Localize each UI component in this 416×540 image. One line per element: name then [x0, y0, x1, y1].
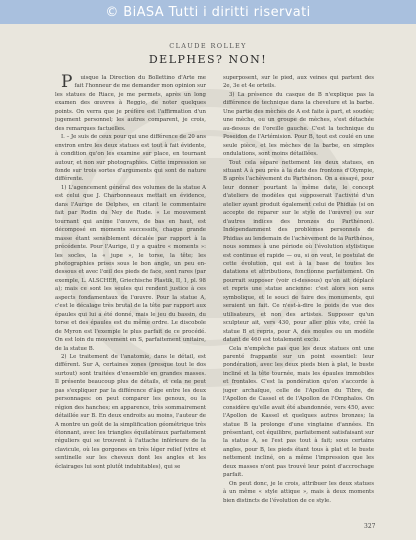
- text-column-right: [223, 74, 374, 524]
- paragraph: 2) Le traitement de l'anatomie, dans le détail, est différent. Sur A, certaines zones (presque tout le dos surtout) sont traitées d'ensemble en grandes masses. Il présente beaucoup plus de détails, et cela ne peut pas s'expliquer par la différence d'âge entre les deux personnages: on peut comparer les genoux, ou la région des hanches; en apparence, très sommairement détaillée sur B. En deux endroits au moins, l'auteur de A montre un goût de la simplification géométrique très étonnant, avec les triangles équilatéraux parfaitement réguliers qui se trouvent à l'attache inférieure de la clavicule, où les gorgones en très léger relief (vitre et sentinelle sur les cheveux dont les angles et les éclairages lui sont plutôt indubitables), qui se: [55, 353, 206, 470]
- paragraph: P uisque la Direction du Bollettino d'Arte me fait l'honneur de me demander mon opinion sur les statues de Riace, je me permets, après un long examen des œuvres à Reggio, de noter quelques points. On verra que je préfère est l'affirmation d'un jugement personnel; les autres comparent, je crois, des remarques factuelles.: [55, 74, 206, 132]
- paragraph: superposent, sur le pied, aux veines qui partent des 2e, 3e et 4e orteils.: [223, 75, 374, 90]
- paragraph: 1) L'agencement général des volumes de la statue A est celui que J. Charbonneaux mettait en évidence, dans l'Aurige de Delphes, en citant le commentaire fait par Rodin du Ney de Rude. « Le mouvement tournant qui anime l'œuvre, de bas en haut, est décomposé en moments successifs, chaque grande masse étant sensiblement décalée par rapport à la précédente. Pour l'Aurige, il y a quatre « moments »: les socles, la « jupe », le torse, la tête; les photographies prises sous le bon angle, un peu en-dessous et avec l'œil des pieds de face, sont rares (par exemple, L. ALSCHER, Griechische Plastik, II, 1, pl. 98 a); mais ce sont les seules qui rendent justice à ces aspects fondamentaux de l'œuvre. Pour la statue A, c'est le décalage très brutal de la tête par rapport aux épaules qui lui a été donné, mais le jeu du bassin, du torse et des épaules est du même ordre. Le discobole de Myron est l'exemple le plus parfait de ce procédé. On est loin du mouvement en S, parfaitement unitaire, de la statue B.: [55, 184, 206, 352]
- text-column-left: [55, 74, 206, 524]
- copyright-banner-text: © BiASA Tutti i diritti riservati: [105, 4, 311, 20]
- article-title: DELPHES? NON!: [148, 53, 268, 66]
- drop-cap: P: [61, 74, 73, 92]
- paragraph: Tout cela sépare nettement les deux statues, en situant A à peu près à la date des frontons d'Olympie, B après l'achèvement du Parthénon. On a essayé, pour leur donner pourtant la même date, le concept d'ateliers de modèles qui supposerait l'activité d'un atelier ayant produit également celui de Phidias (si on accepte de reparer sur le style de l'œuvre) ou sur d'autres indices des bronzes du Parthénon). Indépendamment des problèmes personnels de Phidias au lendemain de l'achèvement de la Parthénos, nous sommes à une période où l'évolution stylistique est continue et rapide — ou, si on veut, le postulat de cette évolution, qui est à la base de toutes les datations et attributions, fonctionne parfaitement. On pourrait supposer (voir ci-dessous) qu'on ait déplacé et repris une statue ancienne: c'est alors son sens symbolique, et le souci de faire des monuments, qui seraient un fait. Ce n'est-à-dire le poids de vue des utilisateurs, et non des artistes. Supposer qu'un sculpteur ait, vers 430, pour aller plus vite, créé la statue B et repris, pour A, des moules ou un modèle datant de 460 est totalement exclu.: [223, 159, 374, 344]
- article-author: CLAUDE ROLLEY: [169, 42, 247, 50]
- paragraph: On peut donc, je le crois, attribuer les deux statues à un même « style attique », mais à deux moments bien distincts de l'évolution de ce style.: [223, 480, 374, 504]
- page-number: 327: [364, 523, 376, 530]
- paragraph: 3) La présence du casque de B n'explique pas la différence de technique dans la chevelure et la barbe. Une partie des mèches de A est faite à part, et soudée; une mèche, ou un groupe de mèches, s'est détachée au-dessus de l'oreille gauche. C'est la technique du Poseidon de l'Artémision. Pour B, tout est coulé en une seule pièce, et les mèches de la barbe, en simples ondulations, sont moins détaillées.: [223, 91, 374, 158]
- copyright-banner: [0, 0, 416, 24]
- paragraph: I. – Je suis de ceux pour qui une différence de 20 ans environ entre les deux statues est tout à fait évidente, à condition qu'on les examine sur place, en tournant autour, et non sur photographies. Cette impression se fonde sur trois sortes d'arguments qui sont de nature différente.: [55, 134, 206, 183]
- paragraph: Cela n'empêche pas que les deux statues ont une parenté frappante sur un point essentiel: leur pondération, avec les deux pieds bien à plat, le buste incliné et la tête tournée, mais les épaules immobiles et frontales. C'est la pondération qu'on s'accorde à juger archaïque, celle de l'Apollon du Tibre, de l'Apollon de Cassel et de l'Apollon de l'Omphalos. On considère qu'elle avait été abandonnée, vers 450, avec l'Apollon de Kassel et quelques autres bronzes; la statue B la prolonge d'une vingtaine d'années. En présentant, cet équilibre, parfaitement satisfaisant sur la statue A, se l'est pas tout à fait; sous certains angles, pour B, les pieds étant tous à plat et le buste nettement incliné, on a même l'impression que les deux masses n'ont pas trouvé leur point d'accrochage parfait.: [223, 345, 374, 479]
